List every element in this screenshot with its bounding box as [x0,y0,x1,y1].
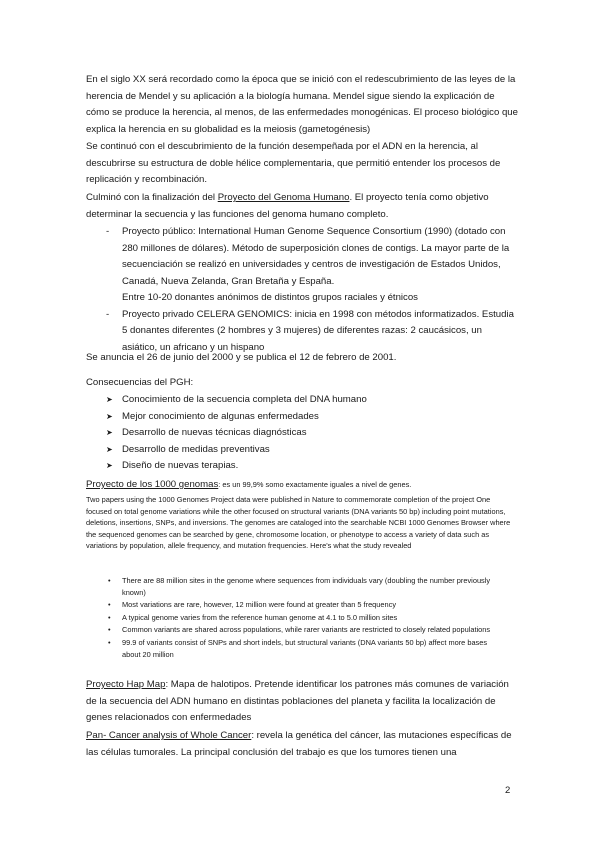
bullet-dot-icon: • [108,576,111,585]
pancancer-paragraph [86,728,518,761]
bullet-dot-icon: • [108,600,111,610]
arrow-bullet-icon: ➤ [106,428,113,437]
dash-marker: - [106,308,110,320]
genomes-heading [86,477,518,494]
list-item: • Common variants are shared across populations, while rarer variants are restricted to closely related populations [108,625,491,635]
paragraph-adn: Se continuó con el descubrimiento de la función desempeñada por el ADN en la herencia, al descubrirse su estructura de doble hélice complementaria, que permitió entender los procesos de replicación y recombinación. [86,141,501,185]
findings-list [86,575,506,661]
paragraph-announcement: Se anuncia el 26 de junio del 2000 y se publica el 12 de febrero de 2001. [86,352,397,363]
paragraph-mendel: En el siglo XX será recordado como la época que se inició con el redescubrimiento de las leyes de la herencia de Mendel y su aplicación a la biología humana. Mendel sigue siendo la explicación de cómo se produce la herencia, al menos, de las enfermedades monogénicas. El proceso biológico que explica la herencia en su globalidad es la meiosis (gametogénesis) [86,74,518,135]
consequences-list [86,392,518,475]
arrow-bullet-icon: ➤ [106,395,113,404]
projects-list [86,224,518,356]
pgh-link[interactable]: Proyecto del Genoma Humano [217,192,350,203]
dash-marker: - [106,226,110,237]
project-celera-text: Proyecto privado CELERA GENOMICS: inicia en 1998 con métodos informatizados. Estudia 5 donantes diferentes (2 hombres y 3 mujeres) de diferentes razas: 2 caucásicos, un asiático, un africano y un hispano [122,308,514,353]
paragraph-pgh-post: . El proyecto tenía como objetivo determinar la secuencia y las funciones del genoma humano completo. [86,192,489,220]
arrow-bullet-icon: ➤ [106,411,113,421]
bullet-dot-icon: • [108,612,111,622]
list-item: • 99.9 of variants consist of SNPs and short indels, but structural variants (DNA variants 50 bp) affect more bases about 20 million [108,637,488,659]
list-item: • There are 88 million sites in the genome where sequences from individuals vary (doubling the number previously known) [108,576,491,597]
list-item: ➤ Desarrollo de nuevas técnicas diagnósticas [86,425,518,442]
arrow-bullet-icon: ➤ [106,461,113,470]
paragraph-consequences-heading: Consecuencias del PGH: [86,377,194,388]
bullet-dot-icon: • [108,637,111,647]
list-item: ➤ Diseño de nuevas terapias. [86,458,518,475]
pancancer-link[interactable]: Pan- Cancer analysis of Whole Cancer [86,730,252,741]
list-item: • Most variations are rare, however, 12 million were found at greater than 5 frequency [108,600,397,610]
list-item: • A typical genome varies from the reference human genome at 4.1 to 5.0 million sites [108,612,398,622]
list-item [86,307,518,357]
pancancer-text: : revela la genética del cáncer, las mutaciones específicas de las células tumorales. La principal conclusión del trabajo es que los tumores tienen una [86,730,512,758]
project-public-text: Proyecto público: International Human Genome Sequence Consortium (1990) (dotado con 280 millones de dólares). Método de superposición clones de contigs. La mayor parte de la secuenciación se realizó en universidades y centros de investigación de Estados Unidos, Canadá, Nueva Zelanda, Gran Bretaña y España. [122,226,510,287]
hapmap-text: : Mapa de halotipos. Pretende identificar los patrones más comunes de variación de la secuencia del ADN humano en distintas poblaciones del planeta y facilita la localización de genes relacionados con enfermedades [86,679,509,723]
hapmap-link[interactable]: Proyecto Hap Map [86,679,166,690]
list-item: ➤ Conocimiento de la secuencia completa del DNA humano [86,392,518,409]
hapmap-paragraph [86,677,518,727]
list-item [86,224,518,307]
genomes-heading-suffix: : es un 99,9% somo exactamente iguales a nivel de genes. [218,480,412,489]
paragraph-pgh [86,190,518,223]
bullet-dot-icon: • [108,625,111,635]
paragraph-pgh-pre: Culminó con la finalización del [86,192,218,203]
page-number: 2 [505,785,511,796]
genomes-link[interactable]: Proyecto de los 1000 genomas [86,479,219,490]
arrow-bullet-icon: ➤ [106,444,113,454]
list-item: ➤ Mejor conocimiento de algunas enfermedades [86,409,518,426]
genomes-intro: Two papers using the 1000 Genomes Project data were published in Nature to commemorate completion of the project One focused on total genome variations while the other focused on structural variants (DNA variants 50 bp) including point mutations, deletions, insertions, SNPs, and inversions. The genomes are cataloged into the searchable NCBI 1000 Genomes Browser where the sequenced genomes can be searched by gene, chromosome location, or phenotype to access a variety of data such as variations by population, allele frequency, and mutation frequencies. Here's what the study revealed [86,495,511,551]
project-public-donors: Entre 10-20 donantes anónimos de distintos grupos raciales y étnicos [122,292,418,303]
list-item: ➤ Desarrollo de medidas preventivas [86,442,518,459]
